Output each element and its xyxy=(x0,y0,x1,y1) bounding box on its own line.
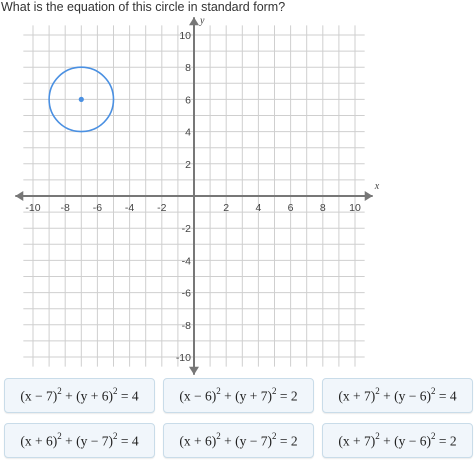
y-tick-label: -4 xyxy=(181,255,191,268)
x-tick-label: 2 xyxy=(223,202,230,214)
y-tick-label: 10 xyxy=(179,30,191,42)
y-axis-arrow-up-icon xyxy=(189,17,199,25)
answer-choice-2[interactable]: $(x - 6)^2 + (y + 7)^2 = 2$ xyxy=(163,378,314,413)
x-tick-label: -6 xyxy=(92,202,103,214)
y-axis-label: y xyxy=(200,15,205,27)
y-axis-arrow-down-icon xyxy=(189,367,199,375)
y-tick-label: 2 xyxy=(185,158,191,171)
circle-center-point xyxy=(79,97,84,102)
x-tick-label: 10 xyxy=(349,202,361,214)
x-tick-label: 6 xyxy=(287,202,294,214)
y-tick-label: -10 xyxy=(175,352,191,364)
x-tick-label: 4 xyxy=(255,202,262,214)
x-axis-arrow-right-icon xyxy=(365,191,373,201)
x-tick-label: -8 xyxy=(60,202,70,214)
y-tick-label: 8 xyxy=(185,62,191,75)
answer-choice-4[interactable]: $(x + 6)^2 + (y - 7)^2 = 4$ xyxy=(4,423,155,458)
answer-choice-5[interactable]: $(x + 6)^2 + (y - 7)^2 = 2$ xyxy=(163,423,314,458)
x-tick-label: -10 xyxy=(25,202,41,214)
answer-choice-1[interactable]: $(x - 7)^2 + (y + 6)^2 = 4$ xyxy=(4,378,155,413)
answer-choice-3[interactable]: $(x + 7)^2 + (y - 6)^2 = 4$ xyxy=(322,378,473,413)
x-tick-label: -2 xyxy=(157,202,167,214)
x-axis-arrow-left-icon xyxy=(15,191,23,201)
y-tick-label: 4 xyxy=(185,126,191,139)
answer-choice-6[interactable]: $(x + 7)^2 + (y - 6)^2 = 2$ xyxy=(322,423,473,458)
x-axis-label: x xyxy=(374,181,380,192)
question-text: What is the equation of this circle in standard form? xyxy=(1,0,286,14)
y-tick-label: -8 xyxy=(181,319,191,332)
y-tick-label: 6 xyxy=(185,94,191,107)
x-tick-label: 8 xyxy=(319,202,326,214)
y-tick-label: -6 xyxy=(181,287,191,300)
y-tick-label: -2 xyxy=(181,223,191,236)
x-tick-label: -4 xyxy=(124,202,135,214)
